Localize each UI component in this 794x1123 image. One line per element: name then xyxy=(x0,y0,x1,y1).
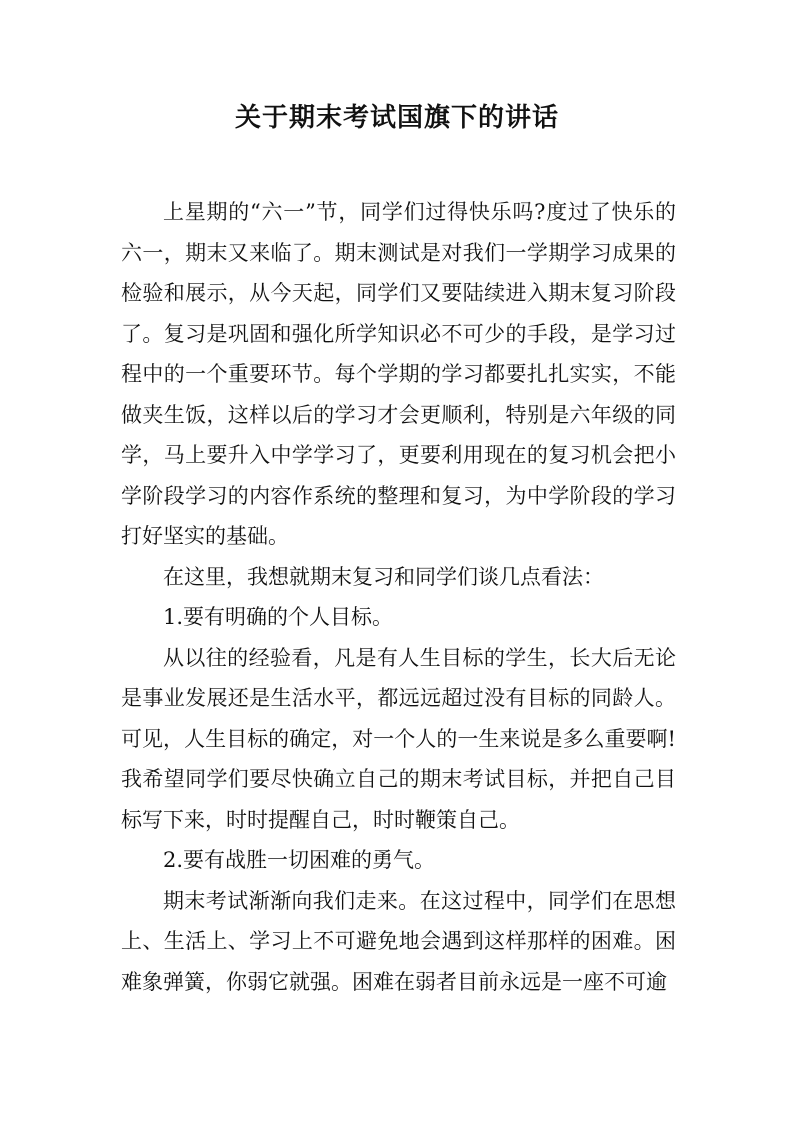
document-title: 关于期末考试国旗下的讲话 xyxy=(234,103,559,133)
document-body xyxy=(121,192,676,1002)
paragraph-point-2-heading: 2.要有战胜一切困难的勇气。 xyxy=(163,848,436,872)
paragraph-point-2-body: 期末考试渐渐向我们走来。在这过程中，同学们在思想上、生活上、学习上不可避免地会遇到这样那样的困难。困难象弹簧，你弱它就强。困难在弱者目前永远是一座不可逾 xyxy=(121,888,676,994)
paragraph-intro: 上星期的“六一”节，同学们过得快乐吗?度过了快乐的六一，期末又来临了。期末测试是对我们一学期学习成果的检验和展示，从今天起，同学们又要陆续进入期末复习阶段了。复习是巩固和强化所学知识必不可少的手段，是学习过程中的一个重要环节。每个学期的学习都要扎扎实实，不能做夹生饭，这样以后的学习才会更顺利，特别是六年级的同学，马上要升入中学学习了，更要利用现在的复习机会把小学阶段学习的内容作系统的整理和复习，为中学阶段的学习打好坚实的基础。 xyxy=(121,200,676,548)
paragraph-point-1-body: 从以往的经验看，凡是有人生目标的学生，长大后无论是事业发展还是生活水平，都远远超过没有目标的同龄人。可见，人生目标的确定，对一个人的一生来说是多么重要啊!我希望同学们要尽快确立自己的期末考试目标，并把自己目标写下来，时时提醒自己，时时鞭策自己。 xyxy=(121,645,676,832)
paragraph-point-1-heading: 1.要有明确的个人目标。 xyxy=(163,605,394,629)
paragraph-opinions-lead: 在这里，我想就期末复习和同学们谈几点看法： xyxy=(163,564,604,589)
